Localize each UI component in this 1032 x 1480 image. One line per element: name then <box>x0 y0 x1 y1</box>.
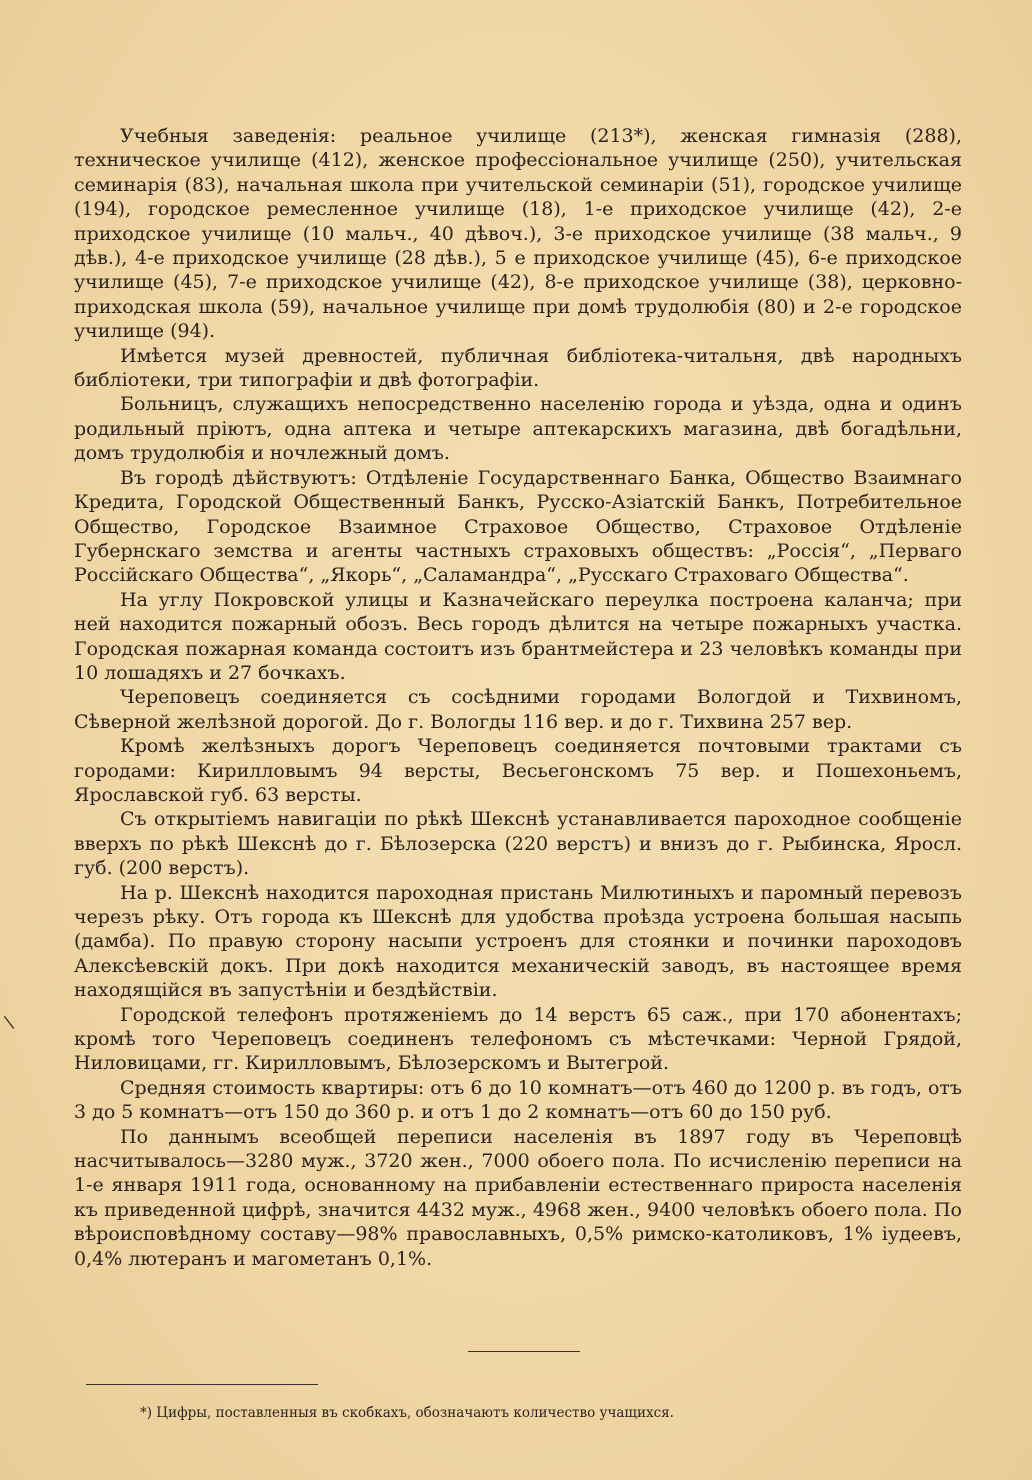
footnote: *) Цифры, поставленныя въ скобкахъ, обозначаютъ количество учащихся. <box>140 1405 674 1421</box>
paragraph-fire-service: На углу Покровской улицы и Казначейскаго переулка построена каланча; при ней находится пожарный обозъ. Весь городъ дѣлится на четыре пожарныхъ участка. Городская пожарная команда состоитъ изъ брантмейстера и 23 человѣкъ команды при 10 лошадяхъ и 27 бочкахъ. <box>74 588 962 684</box>
section-divider <box>468 1351 580 1352</box>
main-text <box>74 124 962 1271</box>
paragraph-postal-roads: Кромѣ желѣзныхъ дорогъ Череповецъ соединяется почтовыми трактами съ городами: Кирилловымъ 94 версты, Весьегонскомъ 75 вер. и Пошехоньемъ, Ярославской губ. 63 версты. <box>74 735 962 806</box>
paragraph-pier: На р. Шекснѣ находится пароходная пристань Милютиныхъ и паромный перевозъ черезъ рѣку. Отъ города къ Шекснѣ для удобства проѣзда устроена большая насыпь (дамба). По правую сторону насыпи устроенъ для стоянки и починки пароходовъ Алексѣевскій докъ. При докѣ находится механическій заводъ, въ настоящее время находящійся въ запустѣніи и бездѣйствіи. <box>74 881 962 1002</box>
paragraph-railway: Череповецъ соединяется съ сосѣдними городами Вологдой и Тихвиномъ, Сѣверной желѣзной дорогой. До г. Вологды 116 вер. и до г. Тихвина 257 вер. <box>74 686 962 733</box>
paragraph-banks: Въ городѣ дѣйствуютъ: Отдѣленіе Государственнаго Банка, Общество Взаимнаго Кредита, Городской Общественный Банкъ, Русско-Азіатскій Банкъ, Потребительное Общество, Городское Взаимное Страховое Общество, Страховое Отдѣленіе Губернскаго земства и агенты частныхъ страховыхъ обществъ: „Россія“, „Перваго Россійскаго Общества“, „Якорь“, „Саламандра“, „Русскаго Страховаго Общества“. <box>74 466 962 587</box>
paragraph-navigation: Съ открытіемъ навигаціи по рѣкѣ Шекснѣ устанавливается пароходное сообщеніе вверхъ по рѣкѣ Шекснѣ до г. Бѣлозерска (220 верстъ) и внизъ до г. Рыбинска, Яросл. губ. (200 верстъ). <box>74 808 962 880</box>
paragraph-population: По даннымъ всеобщей переписи населенія въ 1897 году въ Череповцѣ насчитывалось—3280 муж., 3720 жен., 7000 обоего пола. По исчисленію переписи на 1-е января 1911 года, основанному на прибавленіи естественнаго прироста населенія къ приведенной цифрѣ, значится 4432 муж., 4968 жен., 9400 человѣкъ обоего пола. По вѣроисповѣдному составу—98% православныхъ, 0,5% римско-католиковъ, 1% іудеевъ, 0,4% лютеранъ и магометанъ 0,1%. <box>74 1125 962 1270</box>
paragraph-schools: Учебныя заведенія: реальное училище (213*), женская гимназія (288), техническое училище (412), женское профессіональное училище (250), учительская семинарія (83), начальная школа при учительской семинаріи (51), городское училище (194), городское ремесленное училище (18), 1-е приходское училище (42), 2-е приходское училище (10 мальч., 40 дѣвоч.), 3-е приходское училище (38 мальч., 9 дѣв.), 4-е приходское училище (28 дѣв.), 5 е приходское училище (45), 6-е приходское училище (45), 7-е приходское училище (42), 8-е приходское училище (38), церковно-приходская школа (59), начальное училище при домѣ трудолюбія (80) и 2-е городское училище (94). <box>74 125 962 343</box>
paragraph-museum: Имѣется музей древностей, публичная библіотека-читальня, двѣ народныхъ библіотеки, три типографіи и двѣ фотографіи. <box>74 344 962 392</box>
margin-mark: \ <box>2 1011 16 1034</box>
paragraph-housing-cost: Средняя стоимость квартиры: отъ 6 до 10 комнатъ—отъ 460 до 1200 р. въ годъ, отъ 3 до 5 комнатъ—отъ 150 до 360 р. и отъ 1 до 2 комнатъ—отъ 60 до 150 руб. <box>74 1076 962 1124</box>
paragraph-hospitals: Больницъ, служащихъ непосредственно населенію города и уѣзда, одна и одинъ родильный пріютъ, одна аптека и четыре аптекарскихъ магазина, двѣ богадѣльни, домъ трудолюбія и ночлежный домъ. <box>74 393 962 465</box>
paragraph-telephone: Городской телефонъ протяженіемъ до 14 верстъ 65 саж., при 170 абонентахъ; кромѣ того Череповецъ соединенъ телефономъ съ мѣстечками: Черной Грядой, Ниловицами, гг. Кирилловымъ, Бѣлозерскомъ и Вытегрой. <box>74 1003 962 1075</box>
footnote-divider <box>86 1384 318 1385</box>
